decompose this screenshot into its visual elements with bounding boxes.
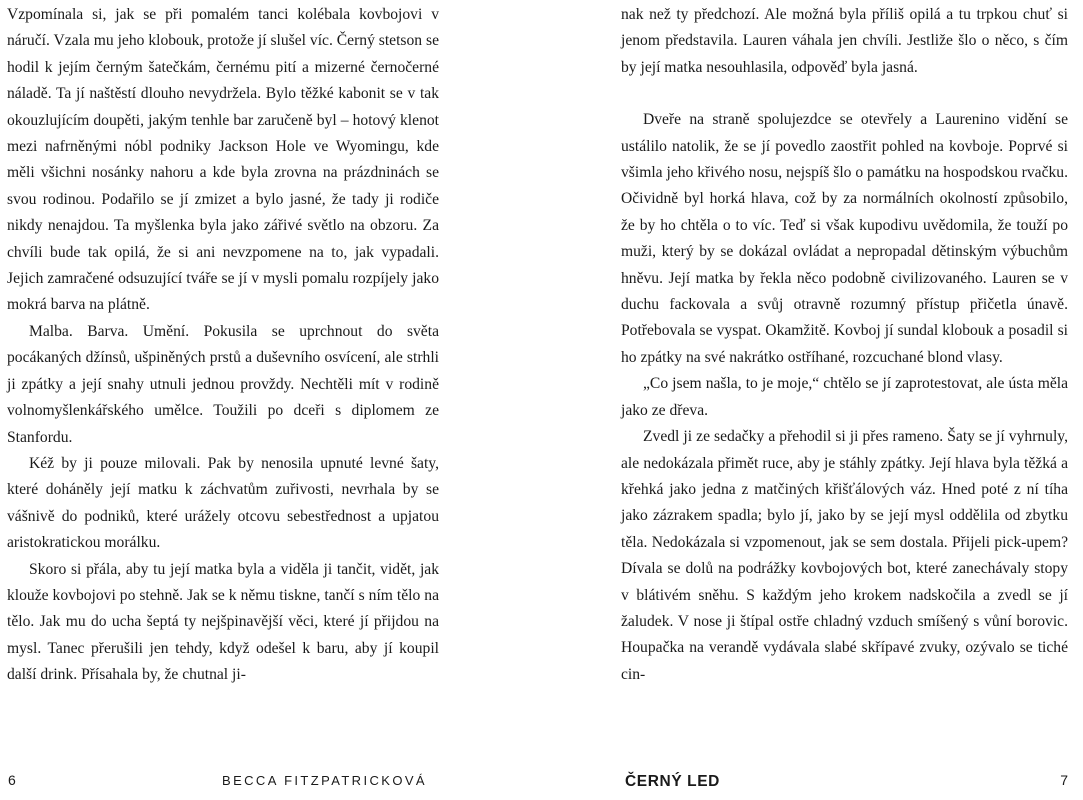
- paragraph: Dveře na straně spolujezdce se otevřely a Laurenino vidění se ustálilo natolik, že se jí povedlo zaostřit pohled na kovboje. Poprvé si všimla jeho křivého nosu, nejspíš šlo o památku na hospodskou rvačku. Očividně byl horká hlava, což by za normálních okolností způsobilo, že by ho chtěla o to víc. Teď si však kupodivu uvědomila, že touží po muži, který by se dokázal ovládat a nepropadal dětinským výbuchům hněvu. Její matka by řekla něco podobně civilizovaného. Lauren se v duchu fackovala a svůj otravně rozumný přístup přičetla únavě. Potřebovala se vyspat. Okamžitě. Kovboj jí sundal klobouk a posadil si ho zpátky na své nakrátko ostříhané, rozcuchané blond vlasy.: [621, 111, 1068, 366]
- running-head-title: ČERNÝ LED: [625, 773, 720, 790]
- running-head-author: BECCA FITZPATRICKOVÁ: [222, 773, 427, 788]
- paragraph: Vzpomínala si, jak se při pomalém tanci kolébala kovbojovi v náručí. Vzala mu jeho klobouk, protože jí slušel víc. Černý stetson se hodil k jejím černým šatečkám, černému pití a mizerné černočerné náladě. Ta jí naštěstí dlouho nevydržela. Bylo těžké kabonit se v tak okouzlujícím doupěti, jakým tenhle bar zaručeně byl – hotový klenot mezi nafrněnými nóbl podniky Jackson Hole ve Wyomingu, kde měli všichni nosánky nahoru a kde byla zrovna na prázdninách se svou rodinou. Podařilo se jí zmizet a bylo jasné, že tady ji rodiče nikdy nenajdou. Ta myšlenka byla jako zářivé světlo na obzoru. Za chvíli bude tak opilá, že si ani nevzpomene na to, jak vypadali. Jejich zamračené odsuzující tváře se jí v mysli pomalu rozpíjely jako mokrá barva na plátně.: [7, 6, 439, 314]
- left-page-body: [7, 2, 439, 689]
- left-page: [0, 0, 541, 800]
- paragraph: nak než ty předchozí. Ale možná byla příliš opilá a tu trpkou chuť si jenom představila. Lauren váhala jen chvíli. Jestliže šlo o něco, s čím by její matka nesouhlasila, odpověď byla jasná.: [621, 6, 1068, 76]
- paragraph: Malba. Barva. Umění. Pokusila se uprchnout do světa pocákaných džínsů, ušpiněných prstů a duševního osvícení, ale strhli ji zpátky a její snahy utnuli jednou provždy. Nechtěli mít v rodině volnomyšlenkářského umělce. Toužili po dceři s diplomem ze Stanfordu.: [7, 322, 439, 446]
- page-number: 7: [1060, 772, 1068, 788]
- page-number: 6: [8, 772, 16, 788]
- paragraph: Zvedl ji ze sedačky a přehodil si ji přes rameno. Šaty se jí vyhrnuly, ale nedokázala přimět ruce, aby je stáhly zpátky. Její hlava byla těžká a křehká jako jedna z matčiných křišťálových váz. Hned poté z ní tíha jako zázrakem spadla; bylo jí, jako by se její mysl oddělila od zbytku těla. Nedokázala si vzpomenout, jak se sem dostala. Přijeli pick-upem? Dívala se dolů na podrážky kovbojových bot, které zanechávaly stopy v blátivém sněhu. S každým jeho krokem nadskočila a zvedl se jí žaludek. V nose ji štípal ostře chladný vzduch smíšený s vůní borovic. Houpačka na verandě vydávala slabé skřípavé zvuky, ozývalo se tiché cin-: [621, 428, 1068, 683]
- paragraph: „Co jsem našla, to je moje,“ chtělo se jí zaprotestovat, ale ústa měla jako ze dřeva.: [621, 375, 1068, 419]
- right-page-body: [621, 2, 1068, 688]
- right-page: [541, 0, 1083, 800]
- paragraph: Skoro si přála, aby tu její matka byla a viděla ji tančit, vidět, jak klouže kovbojovi po stehně. Jak se k němu tiskne, tančí s ním tělo na tělo. Jak mu do ucha šeptá ty nejšpinavější věci, které jí přijdou na mysl. Tanec přerušili jen tehdy, když odešel k baru, aby jí koupil další drink. Přísahala by, že chutnal ji-: [7, 560, 439, 684]
- paragraph: Kéž by ji pouze milovali. Pak by nenosila upnuté levné šaty, které doháněly její matku k záchvatům zuřivosti, nevrhala by se vášnivě do podniků, které urážely otcovu sebestřednost a upjatou aristokratickou morálku.: [7, 454, 439, 552]
